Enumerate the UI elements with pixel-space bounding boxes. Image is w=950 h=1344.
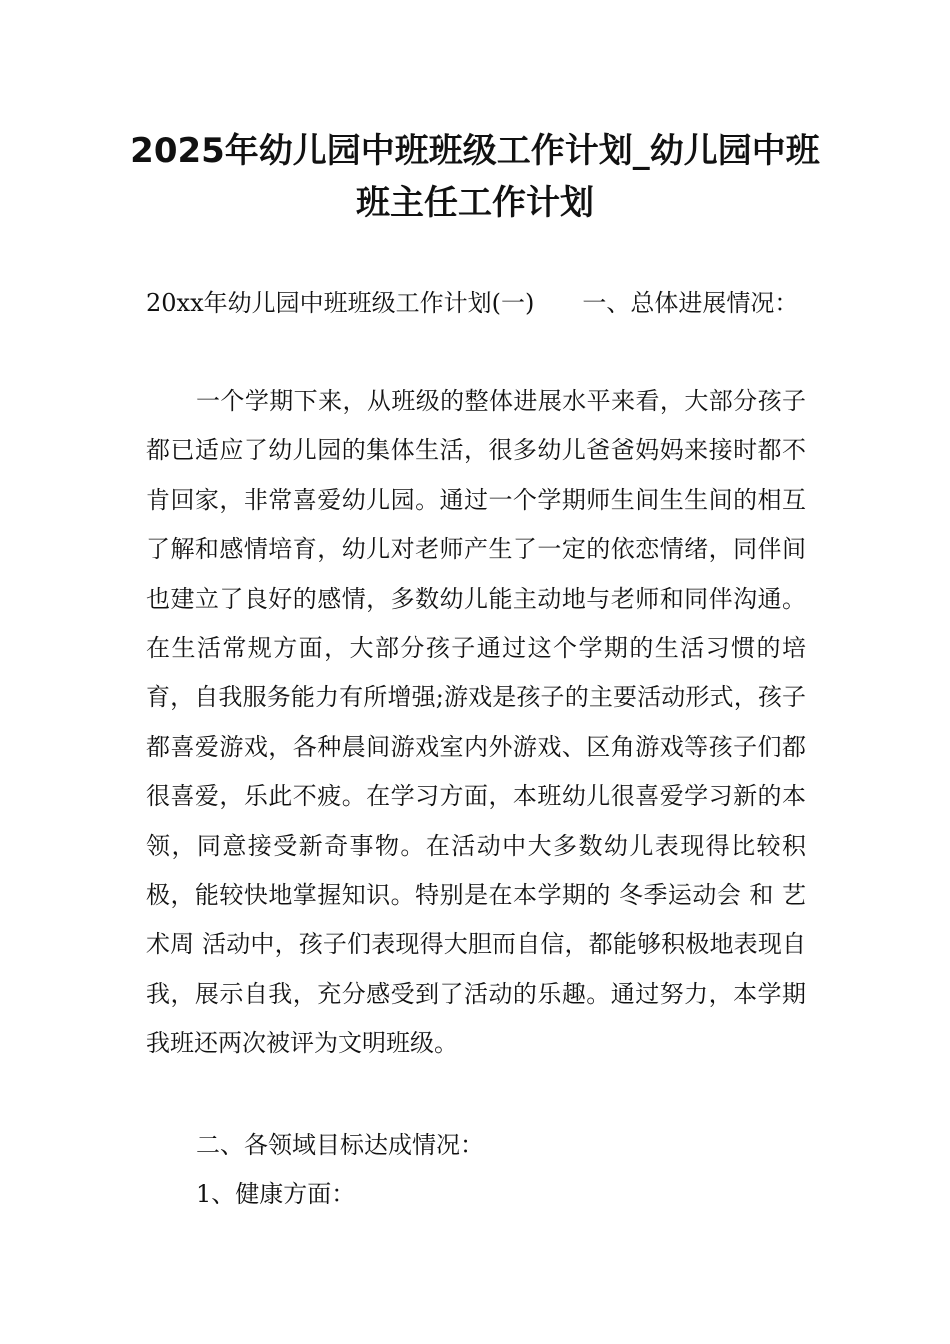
intro-line: 20xx年幼儿园中班班级工作计划(一) 一、总体进展情况： (146, 289, 799, 317)
section-heading-goals: 二、各领域目标达成情况： (196, 1131, 484, 1159)
document-title: 2025年幼儿园中班班级工作计划_幼儿园中班班主任工作计划 (130, 131, 820, 223)
overview-paragraph: 一个学期下来，从班级的整体进展水平来看，大部分孩子都已适应了幼儿园的集体生活，很多幼儿爸爸妈妈来接时都不肯回家，非常喜爱幼儿园。通过一个学期师生间生生间的相互了解和感情培育，幼儿对老师产生了一定的依恋情绪，同伴间也建立了良好的感情，多数幼儿能主动地与老师和同伴沟通。在生活常规方面，大部分孩子通过这个学期的生活习惯的培育，自我服务能力有所增强;游戏是孩子的主要活动形式，孩子都喜爱游戏，各种晨间游戏室内外游戏、区角游戏等孩子们都很喜爱，乐此不疲。在学习方面，本班幼儿很喜爱学习新的本领，同意接受新奇事物。在活动中大多数幼儿表现得比较积极，能较快地掌握知识。特别是在本学期的 冬季运动会 和 艺术周 活动中，孩子们表现得大胆而自信，都能够积极地表现自我，展示自我，充分感受到了活动的乐趣。通过努力，本学期我班还两次被评为文明班级。 (146, 387, 806, 1058)
subsection-heading-health: 1、健康方面： (196, 1180, 356, 1208)
